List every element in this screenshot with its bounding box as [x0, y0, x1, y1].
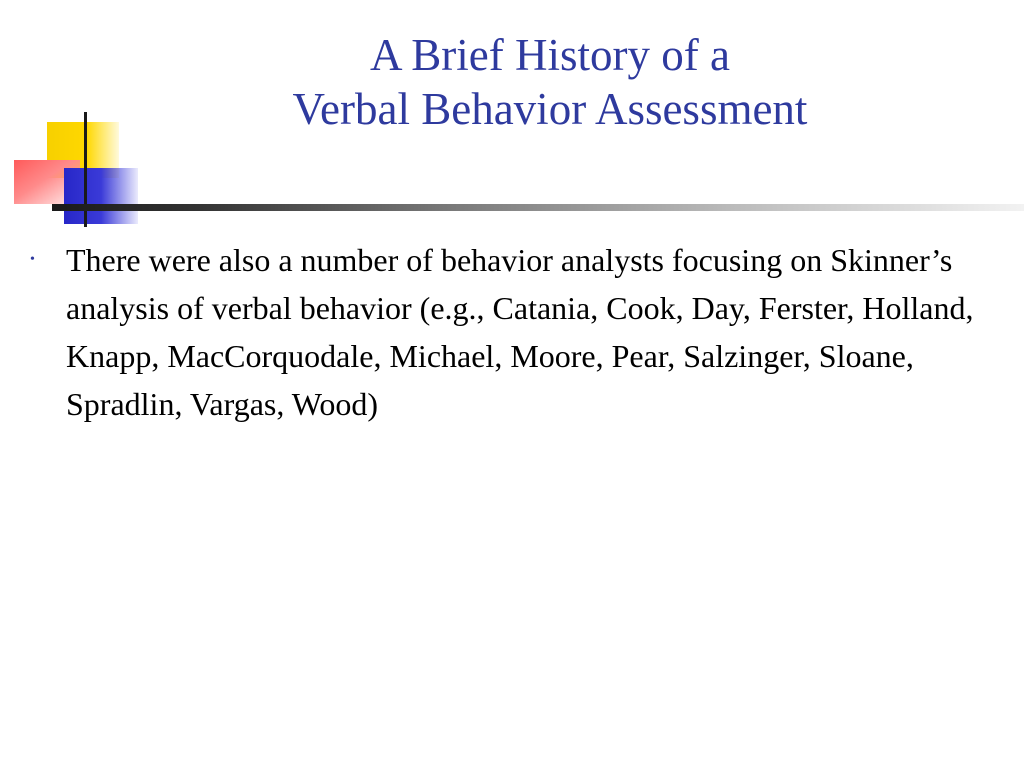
slide-title — [150, 28, 950, 136]
logo-blue-square — [64, 168, 138, 224]
slide-body — [30, 236, 1015, 428]
bullet-item — [30, 236, 1015, 428]
bullet-icon: • — [30, 252, 35, 267]
bullet-text: There were also a number of behavior analysts focusing on Skinner’s analysis of verbal behavior (e.g., Catania, Cook, Day, Ferster, Holland, Knapp, MacCorquodale, Michael, Moore, Pear, Salzinger, Sloane, Spradlin, Vargas, Wood) — [66, 242, 974, 422]
slide-title-line-2: Verbal Behavior Assessment — [292, 84, 808, 134]
slide-title-line-1: A Brief History of a — [370, 30, 730, 80]
title-divider-rule — [52, 204, 1024, 211]
